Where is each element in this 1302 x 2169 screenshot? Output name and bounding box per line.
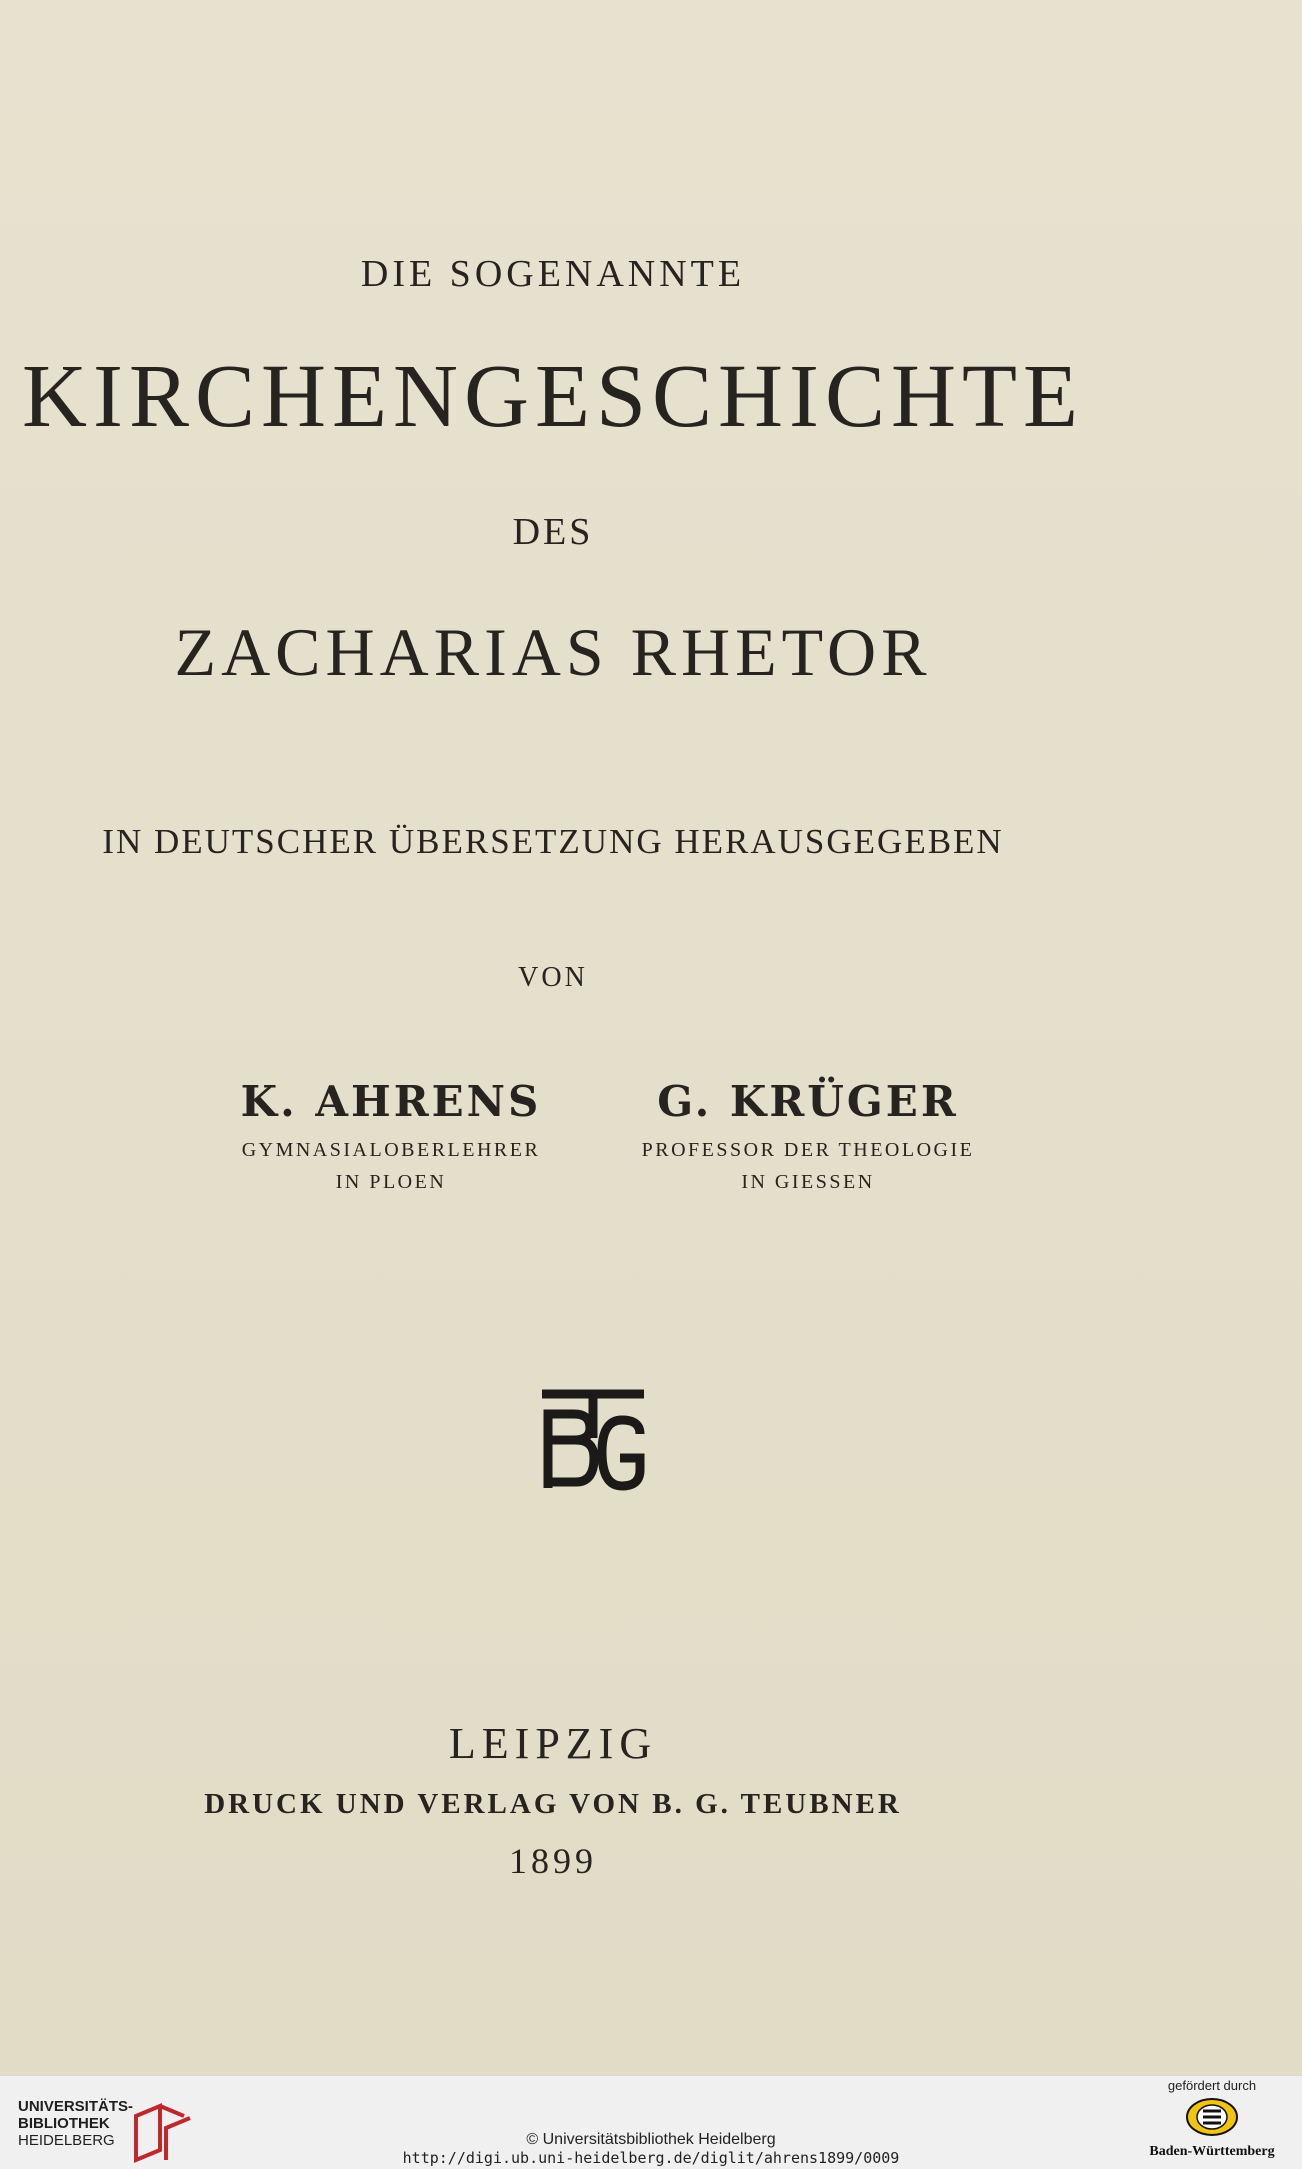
main-title: KIRCHENGESCHICHTE	[22, 347, 1084, 446]
imprint-publisher: DRUCK UND VERLAG VON B. G. TEUBNER	[204, 1788, 902, 1820]
publisher-monogram-icon	[540, 1386, 646, 1494]
imprint-city: LEIPZIG	[448, 1719, 658, 1768]
author-name: G. KRÜGER	[657, 1077, 959, 1126]
author-role: PROFESSOR DER THEOLOGIE	[641, 1139, 975, 1162]
funder-block[interactable]	[1142, 2078, 1282, 2160]
title-line-sogenannte: DIE SOGENANNTE	[360, 253, 746, 295]
author-name: K. AHRENS	[240, 1077, 542, 1126]
library-name-line3: HEIDELBERG	[18, 2132, 115, 2149]
viewer-footer	[0, 2075, 1302, 2169]
subject-title: ZACHARIAS RHETOR	[174, 614, 932, 690]
title-line-des: DES	[512, 511, 594, 553]
von-line: VON	[518, 962, 588, 993]
library-name-line1: UNIVERSITÄTS-	[18, 2098, 134, 2115]
state-seal-icon	[1185, 2097, 1239, 2137]
imprint-year: 1899	[509, 1841, 597, 1881]
author-ahrens	[181, 1077, 601, 1198]
permalink-url[interactable]: http://digi.ub.uni-heidelberg.de/diglit/ahrens1899/0009	[402, 2149, 900, 2167]
author-role: GYMNASIALOBERLEHRER	[241, 1139, 541, 1162]
library-name-line2: BIBLIOTHEK	[18, 2115, 110, 2132]
author-place: IN GIESSEN	[741, 1171, 875, 1194]
copyright-text: © Universitätsbibliothek Heidelberg	[526, 2131, 776, 2148]
subtitle: IN DEUTSCHER ÜBERSETZUNG HERAUSGEGEBEN	[102, 822, 1004, 861]
funder-name: Baden-Württemberg	[1149, 2144, 1275, 2159]
funder-label: gefördert durch	[1167, 2078, 1257, 2093]
author-krueger	[598, 1077, 1018, 1198]
author-place: IN PLOEN	[335, 1171, 447, 1194]
